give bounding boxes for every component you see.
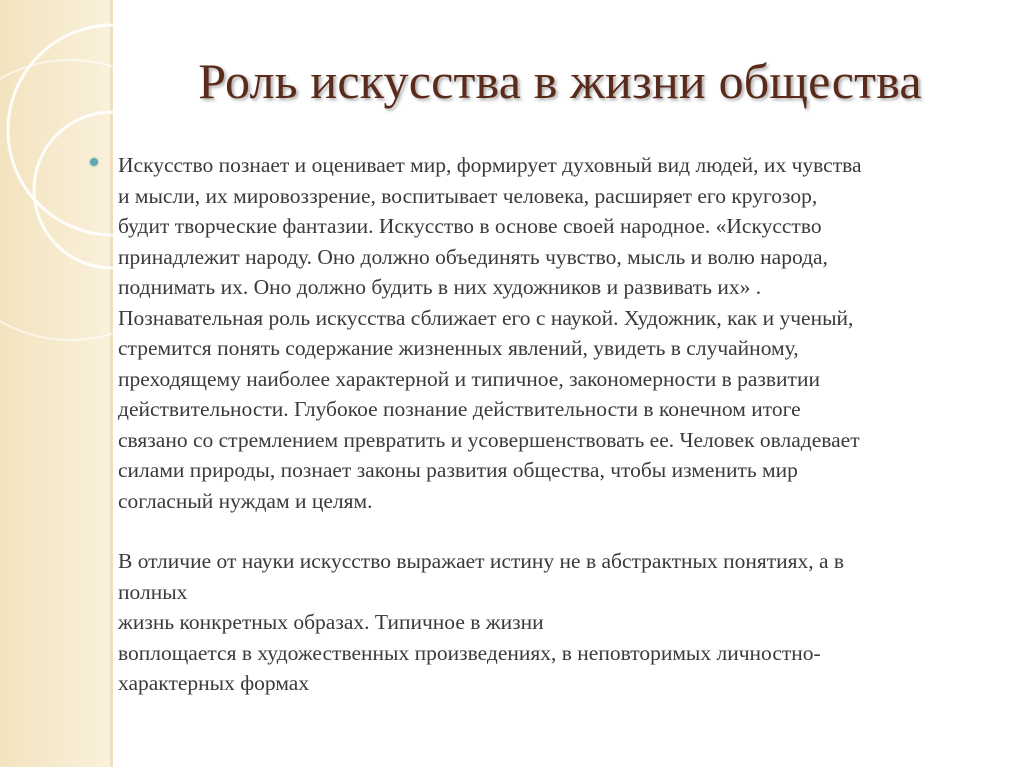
text-line: силами природы, познает законы развития общества, чтобы изменить мир [118, 458, 798, 482]
text-line: действительности. Глубокое познание действительности в конечном итоге [118, 397, 801, 421]
text-line: и мысли, их мировоззрение, воспитывает человека, расширяет его кругозор, [118, 183, 818, 208]
text-line: преходящему наиболее характерной и типичное, закономерности в развитии [118, 366, 820, 391]
body-paragraph-2 [118, 546, 1010, 699]
bullet-dot-icon [90, 158, 98, 166]
text-line: характерных формах [118, 671, 310, 695]
text-line: полных [118, 579, 188, 604]
slide-title: Роль искусства в жизни общества [198, 53, 922, 109]
text-line: воплощается в художественных произведениях, в неповторимых личностно- [118, 640, 821, 665]
text-line: Познавательная роль искусства сближает его с наукой. Художник, как и ученый, [118, 305, 854, 330]
text-line: стремится понять содержание жизненных явлений, увидеть в случайному, [118, 336, 799, 360]
text-line: будит творческие фантазии. Искусство в основе своей народное. «Искусство [118, 214, 822, 238]
bullet-item [90, 150, 1010, 699]
text-line: принадлежит народу. Оно должно объединять чувство, мысль и волю народа, [118, 244, 828, 269]
paragraph-spacer [118, 516, 1010, 546]
text-line: поднимать их. Оно должно будить в них художников и развивать их» . [118, 275, 762, 299]
body-paragraph-1 [118, 150, 1010, 516]
text-line: Искусство познает и оценивает мир, формирует духовный вид людей, их чувства [118, 153, 862, 177]
text-line: жизнь конкретных образах. Типичное в жизни [118, 610, 544, 634]
slide-content [90, 150, 1010, 699]
text-line: согласный нуждам и целям. [118, 488, 373, 513]
text-line: связано со стремлением превратить и усовершенствовать ее. Человек овладевает [118, 427, 860, 452]
text-line: В отличие от науки искусство выражает истину не в абстрактных понятиях, а в [118, 549, 845, 573]
